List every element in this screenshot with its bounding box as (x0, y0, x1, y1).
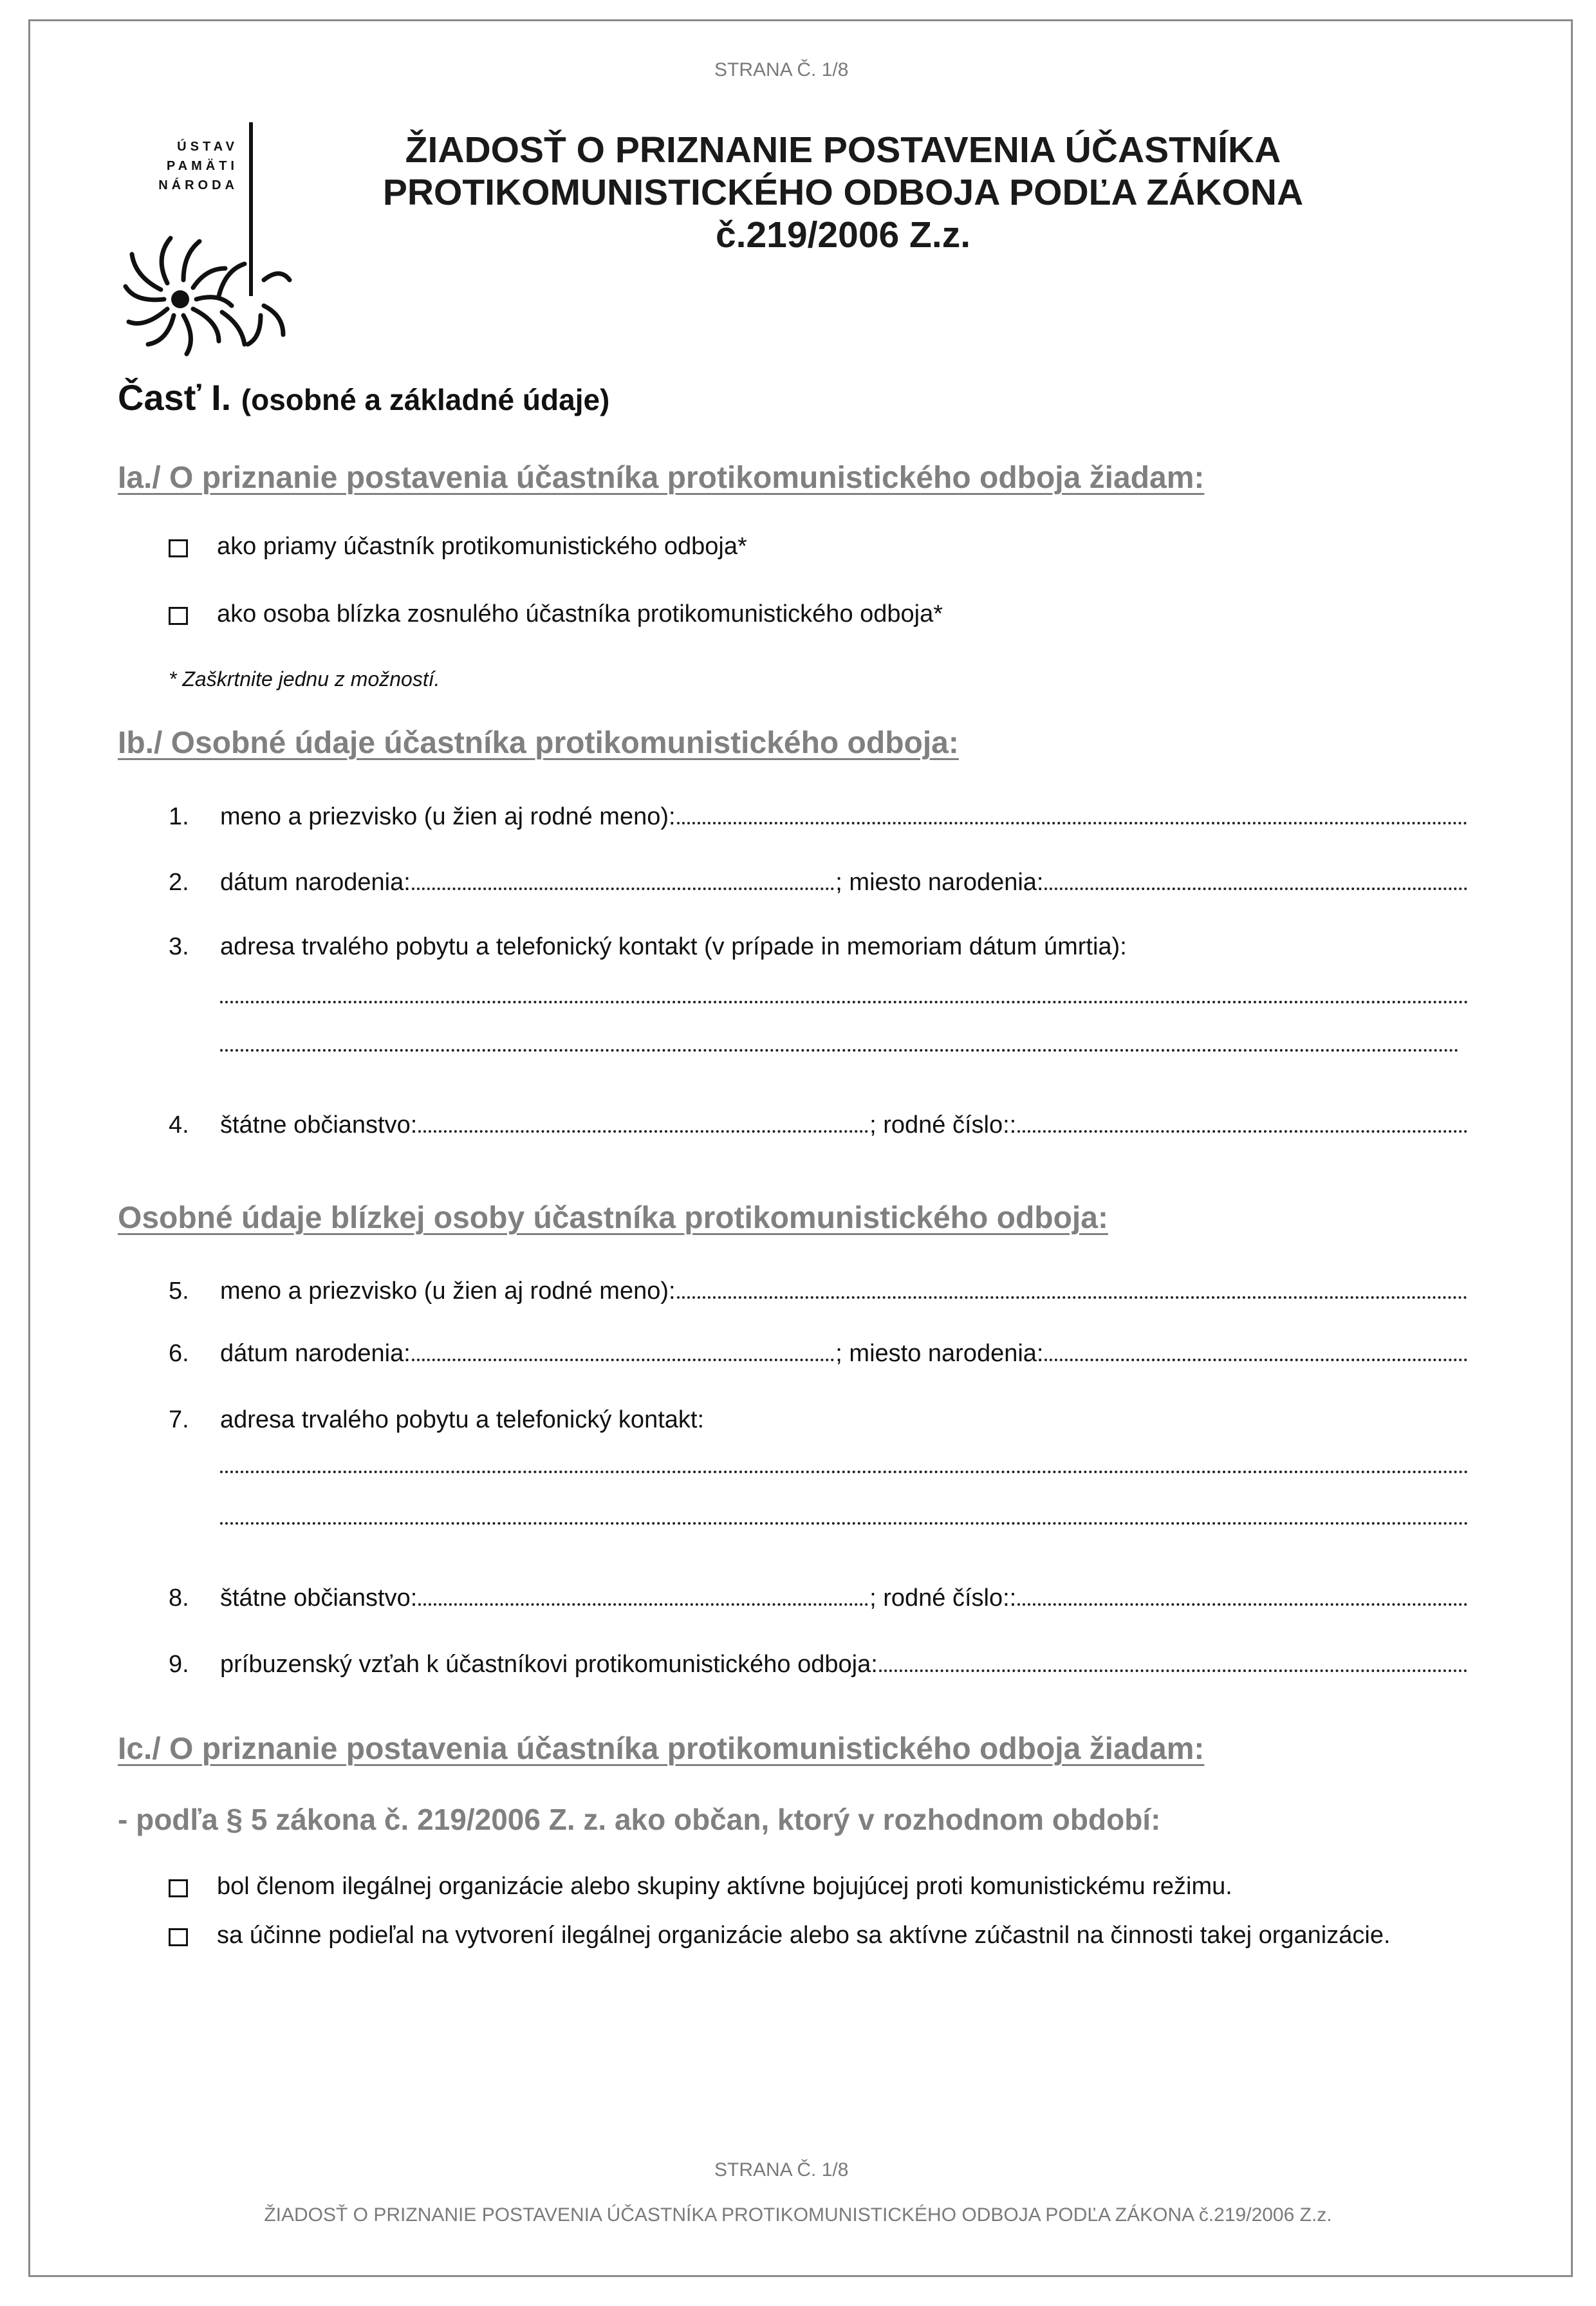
document-title (373, 129, 1313, 256)
title-line3: č.219/2006 Z.z. (715, 214, 971, 256)
fill-line[interactable] (418, 1124, 868, 1133)
section-ic-heading: Ic./ O priznanie postavenia účastníka protikomunistického odboja žiadam: (118, 1732, 1205, 1766)
title-line2: PROTIKOMUNISTICKÉHO ODBOJA PODĽA ZÁKONA (382, 172, 1304, 213)
checkbox[interactable] (169, 607, 188, 625)
fill-line[interactable] (677, 1290, 1467, 1299)
field-label: meno a priezvisko (u žien aj rodné meno): (220, 803, 676, 830)
option-label: ako priamy účastník protikomunistického odboja* (217, 533, 747, 560)
item-number: 2. (169, 869, 189, 896)
checkbox[interactable] (169, 1928, 188, 1946)
option-member[interactable] (169, 1873, 1232, 1901)
section-close-heading: Osobné údaje blízkej osoby účastníka protikomunistického odboja: (118, 1201, 1108, 1235)
item-number: 8. (169, 1585, 189, 1612)
field-row-3 (169, 933, 1469, 961)
field-row-4[interactable] (169, 1111, 1469, 1139)
field-row-6[interactable] (169, 1340, 1469, 1368)
fill-line[interactable] (418, 1597, 868, 1606)
field-label: ; miesto narodenia: (835, 1340, 1044, 1367)
header-page-label: STRANA Č. 1/8 (714, 59, 849, 80)
item-number: 7. (169, 1406, 189, 1433)
upn-logo (106, 119, 299, 357)
field-label: dátum narodenia: (220, 869, 411, 896)
option-close-person[interactable] (169, 600, 943, 628)
item-number: 9. (169, 1651, 189, 1678)
part-heading (118, 377, 609, 418)
fill-line[interactable] (1017, 1124, 1467, 1133)
field-row-2[interactable] (169, 869, 1469, 897)
field-row-1[interactable] (169, 803, 1469, 831)
part-sub: (osobné a základné údaje) (241, 383, 610, 416)
field-row-8[interactable] (169, 1585, 1469, 1612)
checkbox[interactable] (169, 1879, 188, 1897)
field-row-5[interactable] (169, 1278, 1469, 1305)
fill-line[interactable] (677, 815, 1467, 824)
title-line1: ŽIADOSŤ O PRIZNANIE POSTAVENIA ÚČASTNÍKA (405, 129, 1281, 171)
fill-line[interactable] (412, 881, 835, 890)
fill-line[interactable] (1044, 1352, 1467, 1361)
logo-text-line2: PAMÄTI (166, 159, 238, 173)
field-label: príbuzenský vzťah k účastníkovi protikomunistického odboja: (220, 1651, 878, 1678)
logo-text-line1: ÚSTAV (177, 140, 238, 154)
option-label: bol členom ilegálnej organizácie alebo skupiny aktívne bojujúcej proti komunistickému režimu. (217, 1873, 1232, 1900)
fill-line[interactable] (1017, 1597, 1467, 1606)
footer-page-label: STRANA Č. 1/8 (714, 2159, 849, 2180)
option-label: sa účinne podieľal na vytvorení ilegálnej organizácie alebo sa aktívne zúčastnil na činnosti takej organizácie. (217, 1922, 1391, 1949)
fill-line[interactable] (220, 1001, 1469, 1003)
fill-line[interactable] (1044, 881, 1467, 890)
item-number: 3. (169, 933, 189, 960)
field-label: ; rodné číslo:: (869, 1111, 1017, 1139)
item-number: 4. (169, 1111, 189, 1139)
fill-line[interactable] (879, 1663, 1467, 1672)
footer-title: ŽIADOSŤ O PRIZNANIE POSTAVENIA ÚČASTNÍKA PROTIKOMUNISTICKÉHO ODBOJA PODĽA ZÁKONA č.219/2006 Z.z. (264, 2204, 1332, 2226)
field-row-9[interactable] (169, 1651, 1469, 1678)
fill-line[interactable] (220, 1471, 1469, 1473)
section-ia-heading: Ia./ O priznanie postavenia účastníka protikomunistického odboja žiadam: (118, 461, 1205, 495)
part-label: Časť I. (118, 377, 232, 418)
option-label: ako osoba blízka zosnulého účastníka protikomunistického odboja* (217, 600, 943, 628)
item-number: 5. (169, 1278, 189, 1305)
logo-emblem-icon (106, 119, 299, 357)
fill-line[interactable] (220, 1522, 1469, 1525)
item-number: 1. (169, 803, 189, 830)
field-label: štátne občianstvo: (220, 1111, 418, 1139)
field-label: ; rodné číslo:: (869, 1585, 1017, 1612)
field-label: dátum narodenia: (220, 1340, 411, 1367)
field-label: meno a priezvisko (u žien aj rodné meno): (220, 1278, 676, 1305)
fill-line[interactable] (412, 1352, 835, 1361)
logo-text-line3: NÁRODA (158, 178, 238, 192)
field-row-7 (169, 1406, 1469, 1434)
section-ia-note: * Zaškrtnite jednu z možností. (169, 667, 440, 691)
section-ic-subheading: - podľa § 5 zákona č. 219/2006 Z. z. ako občan, ktorý v rozhodnom období: (118, 1803, 1161, 1836)
field-label: adresa trvalého pobytu a telefonický kontakt: (220, 1406, 705, 1433)
option-founder[interactable] (169, 1918, 1424, 1953)
section-ib-heading: Ib./ Osobné údaje účastníka protikomunistického odboja: (118, 726, 959, 760)
item-number: 6. (169, 1340, 189, 1367)
field-label: ; miesto narodenia: (835, 869, 1044, 896)
checkbox[interactable] (169, 539, 188, 557)
field-label: adresa trvalého pobytu a telefonický kontakt (v prípade in memoriam dátum úmrtia): (220, 933, 1127, 960)
field-label: štátne občianstvo: (220, 1585, 418, 1612)
fill-line[interactable] (220, 1049, 1459, 1052)
option-direct-participant[interactable] (169, 533, 747, 561)
